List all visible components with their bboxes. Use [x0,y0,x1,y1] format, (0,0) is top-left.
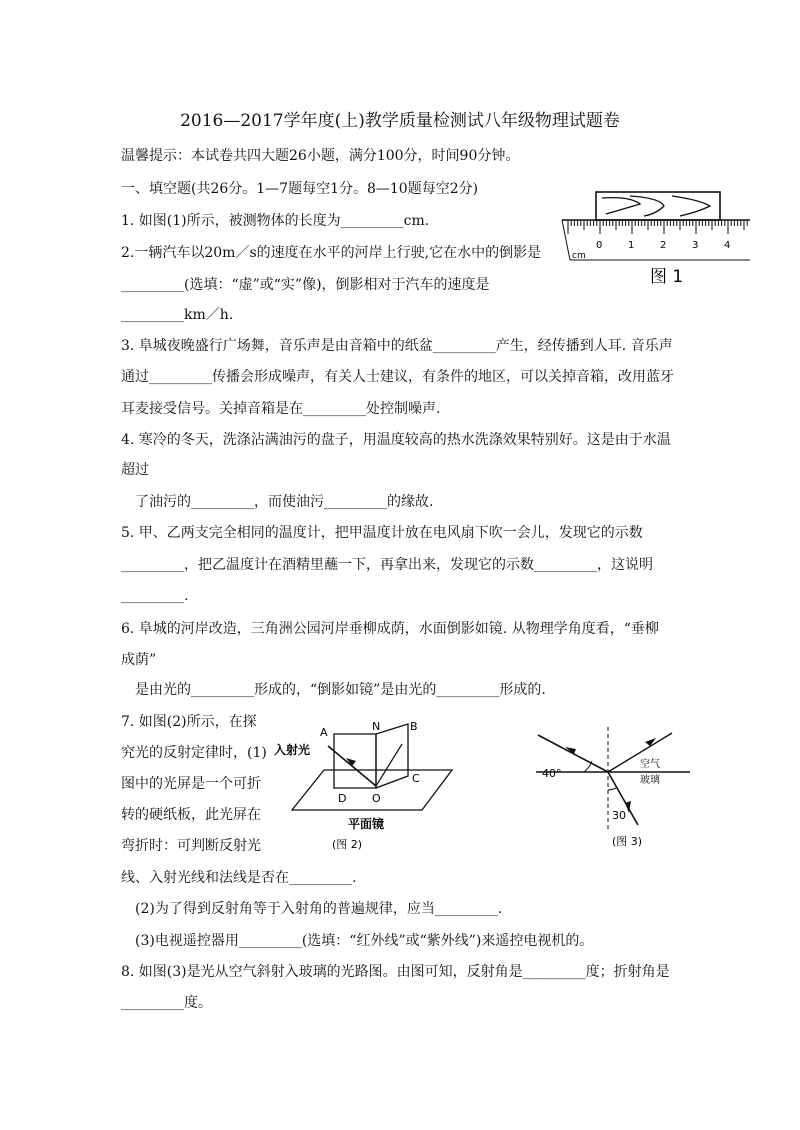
ruler-tick-label: 2 [660,240,667,251]
q5-line: _________. [121,588,189,604]
figure-1-caption: 图 1 [650,267,684,287]
ruler-tick-label: 0 [596,240,603,251]
point-label: D [338,792,347,805]
q7-line: 究光的反射定律时，(1) [121,745,267,761]
point-label: B [410,720,418,733]
refraction-angle-label: 30 [612,809,626,822]
q5-line: _________，把乙温度计在酒精里蘸一下，再拿出来，发现它的示数_________，这说明 [121,557,653,573]
ruler-tick-label: 1 [628,240,635,251]
q2-line: 2.一辆汽车以20m／s的速度在水平的河岸上行驶,它在水中的倒影是 [121,245,542,261]
q3-line: 通过_________传播会形成噪声，有关人士建议，有条件的地区，可以关掉音箱，改用蓝牙 [121,369,674,385]
q7-line: (2)为了得到反射角等于入射角的普遍规律，应当_________. [135,901,503,917]
figure-2-diagram [272,720,472,855]
q6-line: 6. 阜城的河岸改造，三角洲公园河岸垂柳成荫，水面倒影如镜. 从物理学角度看，“垂柳 [121,621,659,637]
q7-line: 图中的光屏是一个可折 [121,776,261,792]
incident-ray-label: 入射光 [274,743,311,757]
q3-line: 耳麦接受信号。关掉音箱是在_________处控制噪声. [121,401,441,417]
q1-line: 1. 如图(1)所示，被测物体的长度为_________cm. [121,213,430,229]
q4-line: 了油污的_________，而使油污_________的缘故. [135,494,434,510]
q3-line: 3. 阜城夜晚盛行广场舞，音乐声是由音箱中的纸盆_________产生，经传播到人耳. 音乐声 [121,338,673,354]
point-label: O [372,792,381,805]
ruler-tick-label: 4 [724,240,731,251]
q6-line: 成荫” [121,652,157,668]
q5-line: 5. 甲、乙两支完全相同的温度计，把甲温度计放在电风扇下吹一会儿，发现它的示数 [121,525,643,541]
q7-line: (3)电视遥控器用_________(选填：“红外线”或“紫外线”)来遥控电视机的。 [135,933,594,949]
point-label: C [412,772,420,785]
q4-line: 超过 [121,462,149,478]
q7-line: 7. 如图(2)所示，在探 [121,714,257,730]
q2-line: _________(选填：“虚”或“实”像)，倒影相对于汽车的速度是 [121,277,490,293]
q4-line: 4. 寒冷的冬天，洗涤沾满油污的盘子，用温度较高的热水洗涤效果特别好。这是由于水温 [121,432,671,448]
exam-title: 2016—2017学年度(上)教学质量检测试八年级物理试题卷 [180,111,620,131]
incident-angle-label: 40° [542,767,562,780]
figure-3-caption: (图 3) [612,835,643,848]
ruler-unit: cm [572,251,586,261]
q8-line: _________度。 [121,995,212,1011]
q7-line: 转的硬纸板，此光屏在 [121,807,261,823]
figure-2-caption: (图 2) [332,838,363,851]
q6-line: 是由光的_________形成的，“倒影如镜”是由光的_________形成的. [135,682,546,698]
q7-line: 弯折时：可判断反射光 [121,838,261,854]
ruler-tick-label: 3 [692,240,699,251]
mirror-label: 平面镜 [348,817,385,831]
point-label: A [320,726,328,739]
figure-1-ruler [560,188,755,288]
section-heading: 一、填空题(共26分。1—7题每空1分。8—10题每空2分) [121,181,479,197]
figure-3-diagram [532,725,692,850]
q7-line: 线、入射光线和法线是否在_________. [121,870,357,886]
point-label: N [372,720,381,733]
q8-line: 8. 如图(3)是光从空气斜射入玻璃的光路图。由图可知，反射角是_________度；折射角是 [121,964,670,980]
glass-label: 玻璃 [640,775,660,786]
air-label: 空气 [640,759,660,770]
exam-tip: 温馨提示：本试卷共四大题26小题，满分100分，时间90分钟。 [121,148,520,164]
q2-line: _________km／h. [121,307,234,323]
